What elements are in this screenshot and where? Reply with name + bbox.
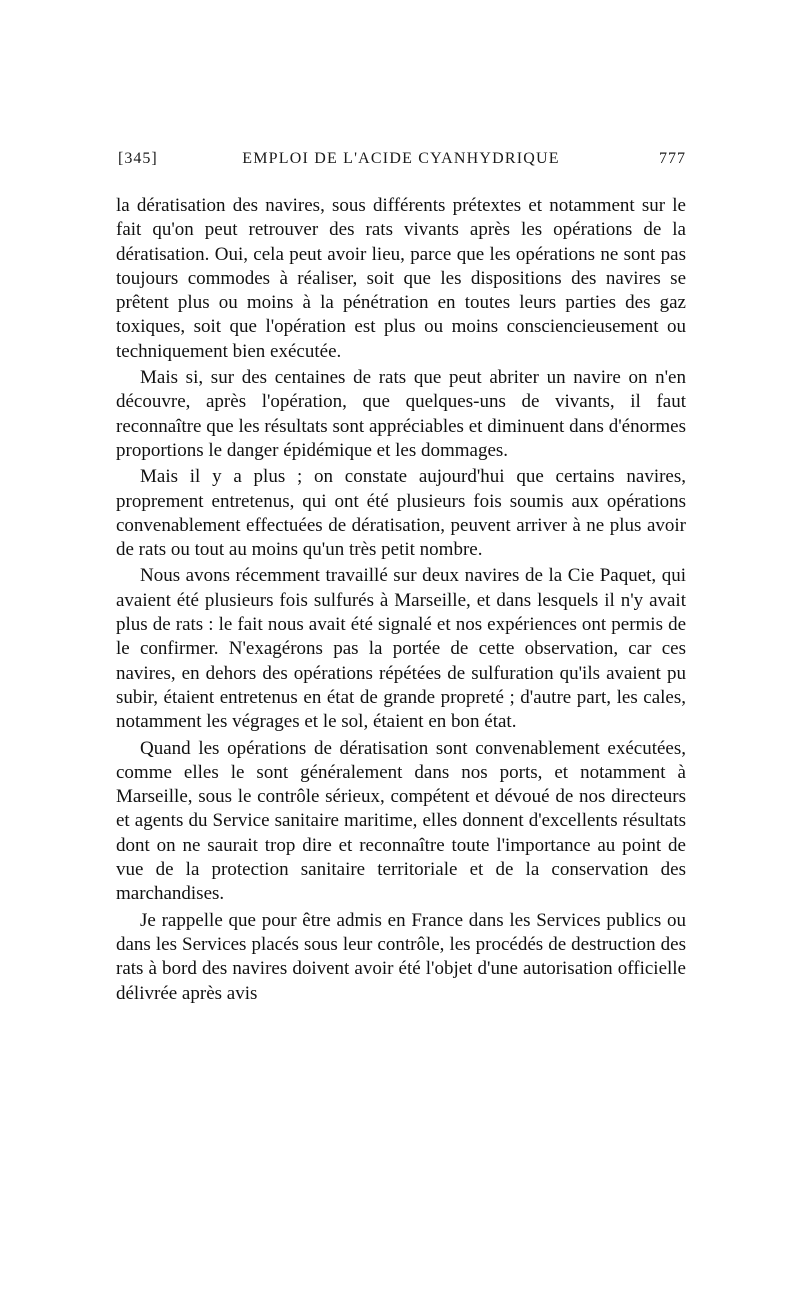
paragraph-2: Mais si, sur des centaines de rats que peut abriter un navire on n'en découvre, après l'opération, que quelques-uns de vivants, il faut reconnaître que les résultats sont appréciables et diminuent dans d'énormes proportions le danger épidémique et les dommages. bbox=[116, 367, 686, 461]
paragraph-4: Nous avons récemment travaillé sur deux navires de la Cie Paquet, qui avaient été plusieurs fois sulfurés à Marseille, et dans lesquels il n'y avait plus de rats : le fait nous avait été signalé et nos expériences ont permis de le confirmer. N'exagérons pas la portée de cette observation, car ces navires, en dehors des opérations répétées de sulfuration qu'ils avaient pu subir, étaient entretenus en état de grande propreté ; d'autre part, les cales, notamment les végrages et le sol, étaient en bon état. bbox=[116, 565, 686, 733]
paragraph-1: la dératisation des navires, sous différents prétextes et notamment sur le fait qu'on peut retrouver des rats vivants après les opérations de la dératisation. Oui, cela peut avoir lieu, parce que les opérations ne sont pas toujours commodes à réaliser, soit que les dispositions des navires se prêtent plus ou moins à la pénétration en toutes leurs parties des gaz toxiques, soit que l'opération est plus ou moins consciencieusement ou techniquement bien exécutée. bbox=[116, 195, 686, 362]
running-header bbox=[116, 150, 686, 176]
book-page bbox=[116, 150, 686, 1006]
running-title: EMPLOI DE L'ACIDE CYANHYDRIQUE bbox=[242, 150, 560, 167]
page-reference: [345] bbox=[118, 150, 158, 167]
paragraph-5: Quand les opérations de dératisation sont convenablement exécutées, comme elles le sont généralement dans nos ports, et notamment à Marseille, sous le contrôle sérieux, compétent et dévoué de nos directeurs et agents du Service sanitaire maritime, elles donnent d'excellents résultats dont on ne saurait trop dire et reconnaître toute l'importance au point de vue de la protection sanitaire territoriale et de la conservation des marchandises. bbox=[116, 737, 686, 905]
body-text bbox=[116, 194, 686, 1006]
paragraph-6: Je rappelle que pour être admis en France dans les Services publics ou dans les Services placés sous leur contrôle, les procédés de destruction des rats à bord des navires doivent avoir été l'objet d'une autorisation officielle délivrée après avis bbox=[116, 909, 686, 1004]
page-number: 777 bbox=[659, 150, 686, 167]
paragraph-3: Mais il y a plus ; on constate aujourd'hui que certains navires, proprement entretenus, qui ont été plusieurs fois soumis aux opérations convenablement effectuées de dératisation, peuvent arriver à ne plus avoir de rats ou tout au moins qu'un très petit nombre. bbox=[116, 466, 686, 561]
